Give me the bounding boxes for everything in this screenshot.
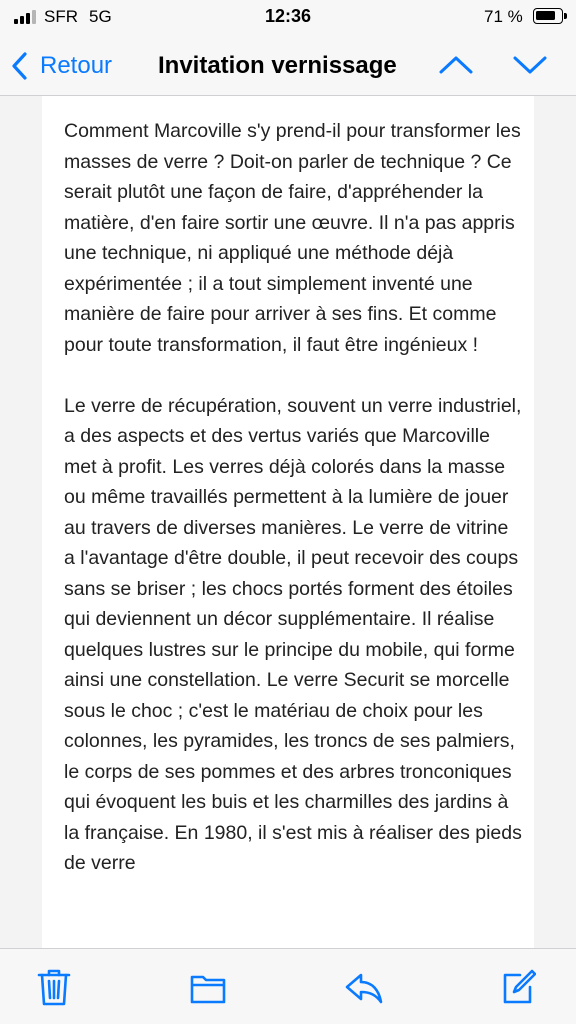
message-subject: Invitation vernissage xyxy=(158,52,397,79)
next-message-button[interactable] xyxy=(511,50,549,80)
chevron-left-icon xyxy=(10,51,30,81)
carrier-label: SFR xyxy=(44,7,78,26)
previous-message-button[interactable] xyxy=(437,50,475,80)
compose-button[interactable] xyxy=(500,967,536,1007)
trash-button[interactable] xyxy=(36,967,72,1007)
move-to-folder-button[interactable] xyxy=(189,967,227,1007)
back-label: Retour xyxy=(40,52,113,79)
chevron-down-icon xyxy=(511,50,549,80)
chevron-up-icon xyxy=(437,50,475,80)
message-body[interactable] xyxy=(42,96,534,948)
folder-icon xyxy=(189,967,227,1007)
paragraph: Le verre de récupération, souvent un verre industriel, a des aspects et des vertus variés que Marcoville met à profit. Les verres déjà colorés dans la masse ou même travaillés permettent à la lumière de jouer au travers de diverses manières. Le verre de vitrine a l'avantage d'être double, il peut recevoir des coups sans se briser ; les chocs portés forment des étoiles qui deviennent un décor supplémentaire. Il réalise quelques lustres sur le principe du mobile, qui forme ainsi une constellation. Le verre Securit se morcelle sous le choc ; c'est le matériau de choix pour les colonnes, les pyramides, les troncs de ses palmiers, le corps de ses pommes et des arbres tronconiques qui évoquent les buis et les charmilles des jardins à la française. En 1980, il s'est mis à réaliser des pieds de verre xyxy=(64,394,522,874)
battery-percent: 71 % xyxy=(484,7,523,26)
status-bar xyxy=(0,0,576,36)
reply-icon xyxy=(344,967,384,1007)
bottom-toolbar xyxy=(0,948,576,1024)
compose-icon xyxy=(500,967,536,1007)
battery-icon xyxy=(533,8,563,24)
back-button[interactable] xyxy=(10,48,112,84)
reply-button[interactable] xyxy=(344,967,384,1007)
navigation-bar xyxy=(0,36,576,96)
network-label: 5G xyxy=(89,7,112,26)
paragraph: Comment Marcoville s'y prend-il pour transformer les masses de verre ? Doit-on parler de technique ? Ce serait plutôt une façon de faire, d'appréhender la matière, d'en faire sortir une œuvre. Il n'a pas appris une technique, ni appliqué une méthode déjà expérimentée ; il a tout simplement inventé une manière de faire pour arriver à ses fins. Et comme pour toute transformation, il faut être ingénieux ! xyxy=(64,120,521,356)
clock: 12:36 xyxy=(264,6,312,26)
message-text xyxy=(64,116,522,909)
trash-icon xyxy=(36,967,72,1007)
